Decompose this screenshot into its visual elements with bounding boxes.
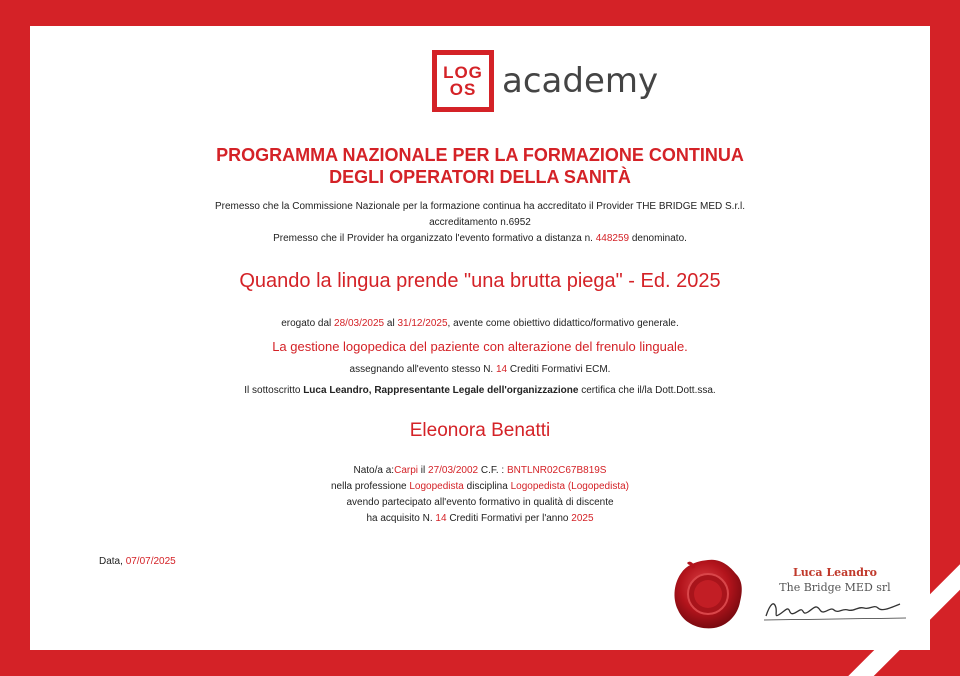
intro-line3: Premesso che il Provider ha organizzato l'evento formativo a distanza n. 448259 denominato.: [273, 233, 687, 244]
event-goal: La gestione logopedica del paziente con alterazione del frenulo linguale.: [272, 339, 688, 354]
credits-value: 14: [495, 364, 508, 375]
end-date: 31/12/2025: [397, 318, 448, 329]
start-date: 28/03/2025: [334, 318, 385, 329]
role-line: avendo partecipato all'evento formativo in qualità di discente: [346, 497, 614, 508]
intro-line1: Premesso che la Commissione Nazionale per la formazione continua ha accreditato il Provider THE BRIDGE MED S.r.l.: [214, 201, 746, 212]
issue-date: Data, 07/07/2025: [99, 556, 176, 567]
handwritten-signature-icon: [760, 594, 910, 624]
signature-company: The Bridge MED srl: [779, 581, 891, 594]
signature-block: [760, 566, 910, 636]
logos-academy-logo: [432, 50, 658, 112]
logo-line1: LOG: [443, 63, 483, 82]
heading-line2: DEGLI OPERATORI DELLA SANITÀ: [329, 167, 631, 187]
profession-line: nella professione Logopedista disciplina Logopedista (Logopedista): [330, 481, 630, 492]
heading-line1: PROGRAMMA NAZIONALE PER LA FORMAZIONE CONTINUA: [216, 145, 744, 165]
birth-line: Nato/a a:Carpi il 27/03/2002 C.F. : BNTLNR02C67B819S: [353, 465, 607, 476]
event-dates: erogato dal 28/03/2025 al 31/12/2025, avente come obiettivo didattico/formativo generale.: [281, 318, 679, 329]
event-number: 448259: [595, 233, 630, 244]
signatory-line: Il sottoscritto Luca Leandro, Rappresentante Legale dell'organizzazione certifica che il/la Dott.Dott.ssa.: [244, 385, 716, 396]
acquired-line: ha acquisito N. 14 Crediti Formativi per l'anno 2025: [366, 513, 594, 524]
logo-line2: OS: [449, 80, 477, 99]
signature-name: Luca Leandro: [792, 566, 878, 579]
logo-mark: [432, 50, 494, 112]
logo-word: academy: [502, 61, 659, 101]
intro-line2: accreditamento n.6952: [429, 217, 531, 228]
certificate-body: [30, 26, 930, 650]
credits-line: assegnando all'evento stesso N. 14 Crediti Formativi ECM.: [349, 364, 611, 375]
wax-seal-icon: [670, 556, 746, 632]
event-title: Quando la lingua prende "una brutta piega" - Ed. 2025: [239, 270, 721, 292]
participant-name: Eleonora Benatti: [409, 420, 551, 441]
